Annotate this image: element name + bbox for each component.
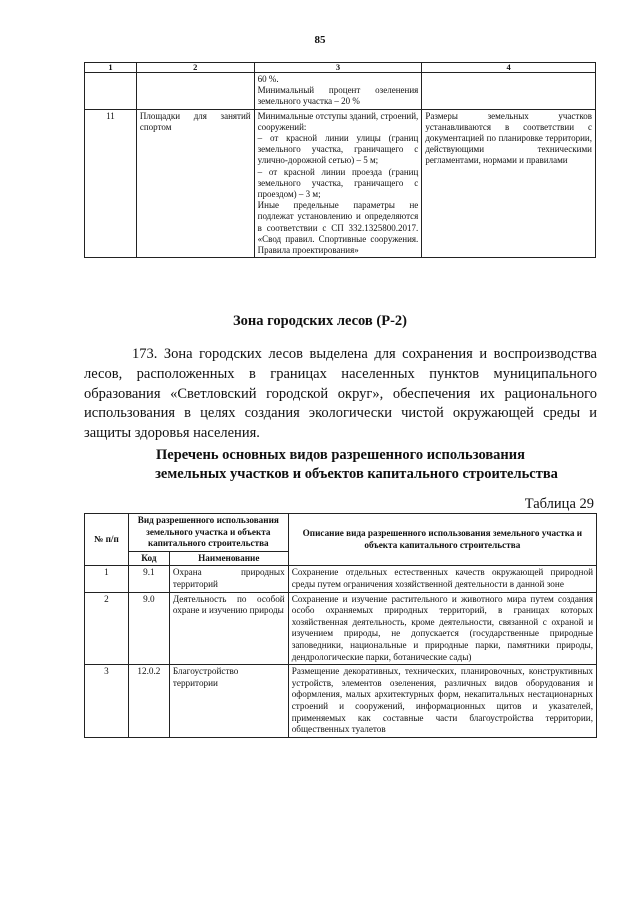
code-cell: 12.0.2 [128,665,169,738]
page-number: 85 [314,34,326,46]
row-number-cell: 2 [85,592,129,665]
list-heading-line-1: Перечень основных видов разрешенного использования [156,447,525,463]
row-number-cell: 1 [85,566,129,592]
name-header: Наименование [169,551,288,566]
table-row [85,73,596,110]
parameter-line: – от красной линии улицы (границ земельного участка, граничащего с улично-дорожной сетью) – 5 м; [257,133,419,166]
table-row [85,592,597,665]
row-number-cell [85,73,137,110]
description-cell: Сохранение отдельных естественных качеств окружающей природной среды путем ограничения хозяйственной деятельности в данной зоне [288,566,596,592]
number-header: № п/п [85,514,129,566]
code-header: Код [128,551,169,566]
parameter-line: 60 %. [257,74,279,84]
sizes-cell: Размеры земельных участков устанавливаются в соответствии с документацией по планировке территории, действующими техническими регламентами, нормами и правилами [422,109,596,258]
column-number-header: 1 [85,63,137,73]
row-number-cell: 3 [85,665,129,738]
parameter-line: Минимальные отступы зданий, строений, сооружений: [257,110,419,132]
description-header: Описание вида разрешенного использования земельного участка и объекта капитального строительства [288,514,596,566]
table-row [85,566,597,592]
parameter-line: – от красной линии проезда (границ земельного участка, граничащего с проездом) – 3 м; [257,166,419,200]
table-row [85,109,596,258]
table-header-row [85,63,596,73]
table-row [85,665,597,738]
code-cell: 9.1 [128,566,169,592]
column-number-header: 4 [422,63,596,73]
list-heading-line-2: земельных участков и объектов капитального строительства [155,466,558,482]
column-number-header: 3 [254,63,422,73]
use-name-cell: Охрана природных территорий [169,566,288,592]
code-cell: 9.0 [128,592,169,665]
row-number-cell: 11 [85,109,137,258]
parameters-cell [254,109,422,258]
use-kind-header: Вид разрешенного использования земельного участка и объекта капитального строительства [128,514,288,552]
use-name-cell: Благоустройство территории [169,665,288,738]
description-cell: Сохранение и изучение растительного и животного мира путем создания особо охраняемых природных территорий, в границах которых хозяйственная деятельность, кроме деятельности, связанной с охраной и изучением природы, не допускается (государственные природные заповедники, национальные и природные парки, памятники природы, дендрологические парки, ботанические сады) [288,592,596,665]
use-name-cell [136,73,254,110]
permitted-use-table [84,513,597,738]
parameter-line: Минимальный процент озеленения земельного участка – 20 % [257,85,419,107]
continued-table [84,62,596,258]
column-number-header: 2 [136,63,254,73]
sizes-cell [422,73,596,110]
zone-heading: Зона городских лесов (Р-2) [233,313,407,329]
parameter-line: Иные предельные параметры не подлежат установлению и определяются в соответствии с СП 332.1325800.2017. «Свод правил. Спортивные сооружения. Правила проектирования» [257,200,419,256]
table-header-row [85,514,597,552]
zone-paragraph: 173. Зона городских лесов выделена для сохранения и воспроизводства лесов, расположенных в границах населенных пунктов муниципального образования «Светловский городской округ», обеспечения их рационального использования в целях создания экологически чистой окружающей среды и защиты здоровья населения. [84,346,597,442]
parameters-cell [254,73,422,110]
use-name-cell: Деятельность по особой охране и изучению природы [169,592,288,665]
description-cell: Размещение декоративных, технических, планировочных, конструктивных устройств, элементов озеленения, различных видов оборудования и оформления, малых архитектурных форм, некапитальных нестационарных строений и сооружений, информационных щитов и указателей, применяемых как составные части благоустройства территории, общественных туалетов [288,665,596,738]
table-caption: Таблица 29 [524,496,594,512]
use-name-cell: Площадки для занятий спортом [136,109,254,258]
